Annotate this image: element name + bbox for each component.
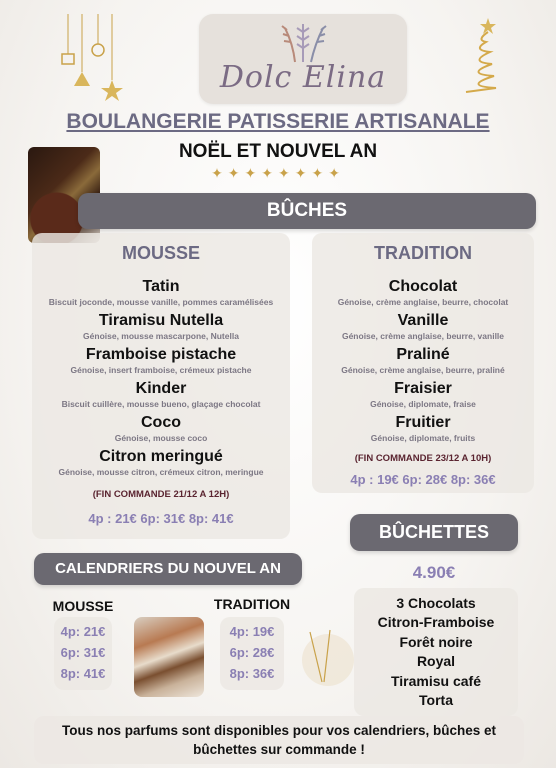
tradition-panel [312,233,534,493]
christmas-tree-icon [456,16,520,102]
menu-item-desc: Génoise, crème anglaise, beurre, chocolat [337,297,509,307]
list-item: 3 Chocolats [396,595,476,611]
menu-item-desc: Biscuit joconde, mousse vanille, pommes caramélisées [48,297,274,307]
menu-item-name: Tiramisu Nutella [98,312,224,329]
menu-item-name: Citron meringué [99,448,223,465]
menu-item-desc: Génoise, crème anglaise, beurre, vanille [341,331,505,341]
mousse-prices: 4p : 21€ 6p: 31€ 8p: 41€ [88,511,234,526]
menu-item-desc: Génoise, mousse mascarpone, Nutella [83,331,239,341]
price-item: 8p: 41€ [60,666,106,681]
list-item: Citron-Framboise [377,614,495,631]
list-item: Tiramisu café [390,672,481,689]
menu-item-name: Chocolat [388,278,458,295]
price-item: 8p: 36€ [229,666,275,681]
cal-mousse-prices [54,617,112,690]
cal-mousse-heading: MOUSSE [52,598,114,614]
buchettes-banner: BÛCHETTES [350,514,518,551]
calendriers-banner: CALENDRIERS DU NOUVEL AN [34,553,302,585]
cal-tradition-prices [220,617,284,690]
wheat-icon [273,20,333,64]
menu-item-name: Praliné [396,346,450,363]
bauble-decoration [300,622,354,692]
list-item: Royal [416,653,456,670]
menu-item-name: Fraisier [394,380,452,397]
buchettes-panel [354,588,518,716]
tradition-heading: TRADITION [374,243,472,263]
brand-logo [199,14,407,104]
list-item: Forêt noire [399,633,473,650]
menu-item-desc: Génoise, mousse citron, crémeux citron, meringue [58,467,264,477]
menu-item-name: Framboise pistache [85,346,237,363]
mousse-panel [32,233,290,539]
menu-item-desc: Génoise, mousse coco [114,433,208,443]
price-item: 6p: 28€ [229,645,275,660]
menu-item-name: Kinder [135,380,187,397]
menu-item-name: Coco [141,414,181,431]
menu-item-desc: Génoise, crème anglaise, beurre, praliné [341,365,505,375]
price-item: 4p: 21€ [60,624,106,639]
menu-item-name: Fruitier [395,414,451,431]
gift-icon [54,14,134,104]
menu-item-name: Tatin [142,278,180,295]
buches-banner: BÛCHES [78,193,536,229]
mousse-heading: MOUSSE [121,243,200,263]
list-item: Torta [419,692,453,709]
footer-line-2: bûchettes sur commande ! [193,742,365,757]
tradition-deadline: (FIN COMMANDE 23/12 A 10H) [354,453,492,464]
tradition-prices: 4p : 19€ 6p: 28€ 8p: 36€ [350,472,496,487]
footer-note [34,716,524,764]
menu-item-desc: Génoise, insert framboise, crémeux pistache [70,365,252,375]
hanging-ornaments-decoration [54,14,134,104]
star-divider-icon: ✦✦✦✦✦✦✦✦ [211,166,345,182]
mousse-deadline: (FIN COMMANDE 21/12 A 12H) [92,489,230,500]
calendrier-photo [134,617,204,697]
brand-name: Dolc Elina [219,60,387,95]
menu-item-desc: Génoise, diplomate, fraise [370,399,476,409]
page-subtitle: NOËL ET NOUVEL AN [178,141,378,162]
price-item: 4p: 19€ [229,624,275,639]
menu-item-desc: Génoise, diplomate, fruits [370,433,476,443]
footer-line-1: Tous nos parfums sont disponibles pour vos calendriers, bûches et [61,723,497,738]
price-item: 6p: 31€ [60,645,106,660]
page-title: BOULANGERIE PATISSERIE ARTISANALE [66,110,490,133]
menu-item-desc: Biscuit cuillère, mousse bueno, glaçage chocolat [61,399,261,409]
menu-item-name: Vanille [397,312,449,329]
cal-tradition-heading: TRADITION [213,596,291,612]
buchettes-price: 4.90€ [412,563,456,582]
